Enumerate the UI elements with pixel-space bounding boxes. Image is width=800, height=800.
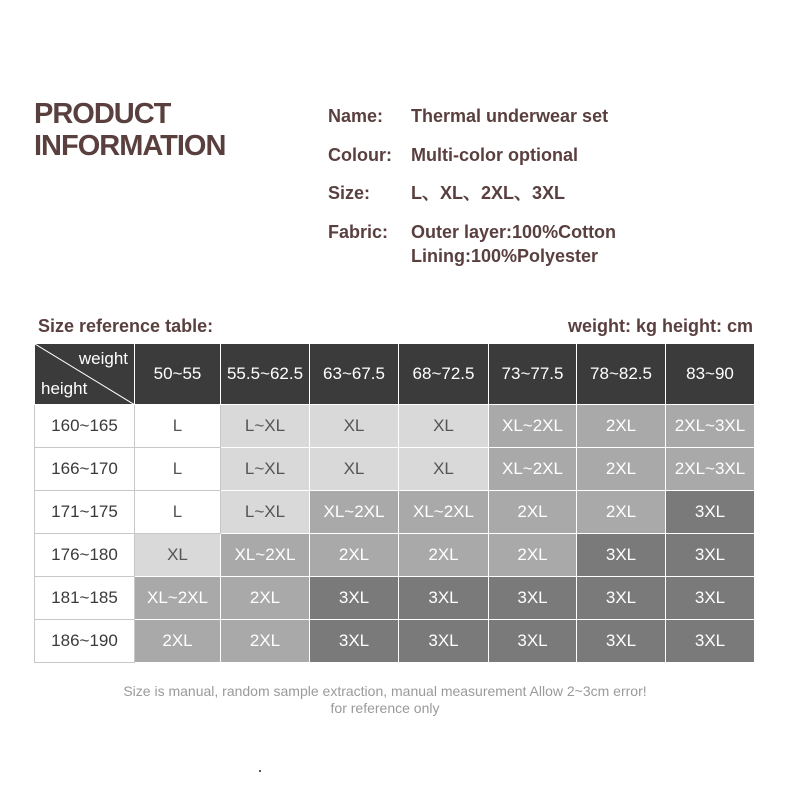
fabric-label: Fabric: — [328, 222, 389, 242]
size-cell: 3XL — [577, 577, 666, 620]
weight-header: 78~82.5 — [577, 344, 666, 405]
size-label: Size: — [328, 183, 371, 203]
corner-weight-label: weight — [78, 349, 128, 368]
size-cell: 3XL — [399, 577, 489, 620]
size-cell: 3XL — [666, 534, 755, 577]
height-header: 166~170 — [35, 448, 135, 491]
size-cell: 2XL — [577, 491, 666, 534]
size-cell: 3XL — [489, 620, 577, 663]
height-header: 160~165 — [35, 405, 135, 448]
info-row-size — [328, 181, 565, 205]
weight-header: 50~55 — [135, 344, 221, 405]
size-cell: 2XL~3XL — [666, 448, 755, 491]
size-cell: 3XL — [666, 491, 755, 534]
disclaimer-line-2: for reference only — [330, 700, 440, 716]
table-row — [35, 491, 755, 534]
size-cell: 2XL — [577, 405, 666, 448]
size-cell: XL~2XL — [310, 491, 399, 534]
units-caption: weight: kg height: cm — [567, 316, 753, 336]
size-reference-table — [34, 343, 755, 663]
height-header: 181~185 — [35, 577, 135, 620]
table-header-row — [35, 344, 755, 405]
size-cell: 3XL — [666, 577, 755, 620]
size-cell: XL — [310, 448, 399, 491]
size-cell: XL~2XL — [399, 491, 489, 534]
info-row-name — [328, 104, 608, 128]
size-cell: XL~2XL — [489, 448, 577, 491]
table-row — [35, 534, 755, 577]
name-label: Name: — [328, 106, 384, 126]
size-cell: 2XL — [310, 534, 399, 577]
size-cell: 2XL — [135, 620, 221, 663]
stray-dot — [259, 770, 261, 772]
height-header: 176~180 — [35, 534, 135, 577]
fabric-value-outer: Outer layer:100%Cotton — [411, 222, 617, 242]
size-cell: XL~2XL — [221, 534, 310, 577]
size-cell: L~XL — [221, 448, 310, 491]
size-cell: 3XL — [310, 620, 399, 663]
size-cell: 3XL — [577, 534, 666, 577]
table-body — [35, 405, 755, 663]
weight-header: 63~67.5 — [310, 344, 399, 405]
colour-value: Multi-color optional — [411, 145, 578, 165]
size-cell: XL~2XL — [135, 577, 221, 620]
info-row-colour — [328, 143, 578, 167]
disclaimer-line-1: Size is manual, random sample extraction, manual measurement Allow 2~3cm error! — [123, 683, 647, 699]
weight-header: 55.5~62.5 — [221, 344, 310, 405]
size-cell: 2XL — [399, 534, 489, 577]
size-table-caption: Size reference table: — [38, 316, 214, 336]
table-row — [35, 405, 755, 448]
size-cell: XL~2XL — [489, 405, 577, 448]
height-header: 186~190 — [35, 620, 135, 663]
table-corner-cell — [35, 344, 135, 405]
size-cell: XL — [310, 405, 399, 448]
size-cell: L~XL — [221, 491, 310, 534]
weight-header: 83~90 — [666, 344, 755, 405]
size-cell: 2XL — [489, 534, 577, 577]
name-value: Thermal underwear set — [411, 106, 609, 126]
size-cell: XL — [399, 405, 489, 448]
size-cell: XL — [135, 534, 221, 577]
height-header: 171~175 — [35, 491, 135, 534]
info-row-fabric — [328, 220, 616, 268]
size-cell: 3XL — [310, 577, 399, 620]
colour-label: Colour: — [328, 145, 392, 165]
disclaimer-note — [0, 683, 770, 717]
table-row — [35, 448, 755, 491]
size-cell: L — [135, 491, 221, 534]
fabric-values — [411, 220, 616, 268]
size-cell: 3XL — [577, 620, 666, 663]
size-cell: L~XL — [221, 405, 310, 448]
table-row — [35, 620, 755, 663]
size-cell: 2XL — [489, 491, 577, 534]
size-cell: 3XL — [666, 620, 755, 663]
size-cell: 2XL~3XL — [666, 405, 755, 448]
size-cell: 2XL — [221, 620, 310, 663]
size-cell: L — [135, 448, 221, 491]
size-cell: 2XL — [577, 448, 666, 491]
size-cell: 3XL — [399, 620, 489, 663]
size-cell: L — [135, 405, 221, 448]
page-title-line-1: PRODUCT — [34, 98, 171, 130]
size-cell: 2XL — [221, 577, 310, 620]
table-row — [35, 577, 755, 620]
weight-header: 68~72.5 — [399, 344, 489, 405]
size-value: L、XL、2XL、3XL — [411, 183, 566, 203]
size-cell: 3XL — [489, 577, 577, 620]
page-title-line-2: INFORMATION — [34, 130, 226, 162]
size-cell: XL — [399, 448, 489, 491]
page-title — [34, 98, 225, 162]
fabric-value-lining: Lining:100%Polyester — [411, 246, 599, 266]
corner-height-label: height — [41, 379, 88, 398]
weight-header: 73~77.5 — [489, 344, 577, 405]
